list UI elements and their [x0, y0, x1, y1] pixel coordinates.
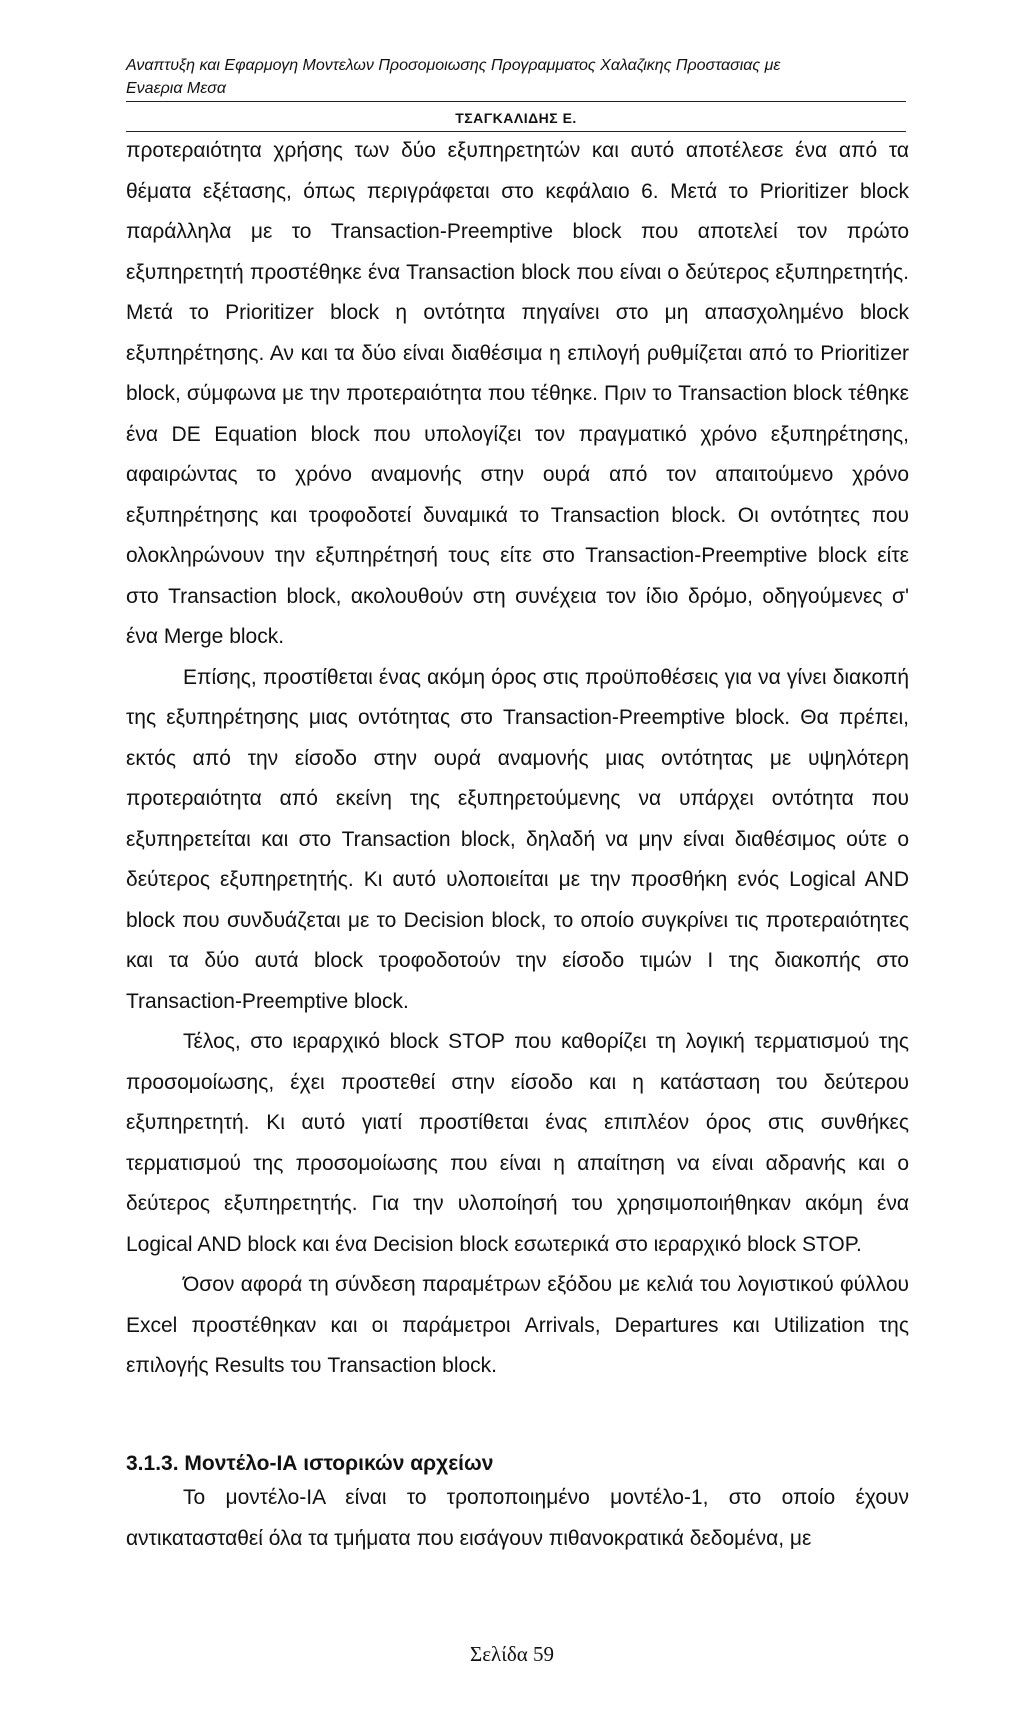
- header-title-line1: Αναπτυξη και Εφαρμογη Μοντελων Προσομοιωσης Προγραμματος Χαλαζικης Προστασιας με: [126, 57, 781, 74]
- paragraph-2: Επίσης, προστίθεται ένας ακόμη όρος στις προϋποθέσεις για να γίνει διακοπή της εξυπηρέτησης μιας οντότητας στο Transaction-Preemptive block. Θα πρέπει, εκτός από την είσοδο στην ουρά αναμονής μιας οντότητας με υψηλότερη προτεραιότητα από εκείνη της εξυπηρετούμενης να υπάρχει οντότητα που εξυπηρετείται και στο Transaction block, δηλαδή να μην είναι διαθέσιμος ούτε ο δεύτερος εξυπηρετητής. Κι αυτό υλοποιείται με την προσθήκη ενός Logical AND block που συνδυάζεται με το Decision block, το οποίο συγκρίνει τις προτεραιότητες και τα δύο αυτά block τροφοδοτούν την είσοδο τιμών I της διακοπής στο Transaction-Preemptive block.: [126, 665, 909, 1013]
- running-header: [126, 54, 906, 100]
- section-body: [126, 1478, 909, 1559]
- section-heading: 3.1.3. Μοντέλο-ΙΑ ιστορικών αρχείων: [126, 1452, 494, 1475]
- body-text: [126, 131, 909, 1387]
- paragraph-1: προτεραιότητα χρήσης των δύο εξυπηρετητών και αυτό αποτέλεσε ένα από τα θέματα εξέτασης, όπως περιγράφεται στο κεφάλαιο 6. Μετά το Prioritizer block παράλληλα με το Transaction-Preemptive block που αποτελεί τον πρώτο εξυπηρετητή προστέθηκε ένα Transaction block που είναι ο δεύτερος εξυπηρετητής. Μετά το Prioritizer block η οντότητα πηγαίνει στο μη απασχολημένο block εξυπηρέτησης. Αν και τα δύο είναι διαθέσιμα η επιλογή ρυθμίζεται από το Prioritizer block, σύμφωνα με την προτεραιότητα που τέθηκε. Πριν το Transaction block τέθηκε ένα DE Equation block που υπολογίζει τον πραγματικό χρόνο εξυπηρέτησης, αφαιρώντας το χρόνο αναμονής στην ουρά από τον απαιτούμενο χρόνο εξυπηρέτησης και τροφοδοτεί δυναμικά το Transaction block. Οι οντότητες που ολοκληρώνουν την εξυπηρέτησή τους είτε στο Transaction-Preemptive block είτε στο Transaction block, ακολουθούν στη συνέχεια τον ίδιο δρόμο, οδηγούμενες σ' ένα Merge block.: [126, 139, 909, 648]
- paragraph-3: Τέλος, στο ιεραρχικό block STOP που καθορίζει τη λογική τερματισμού της προσομοίωσης, έχει προστεθεί στην είσοδο και η κατάσταση του δεύτερου εξυπηρετητή. Κι αυτό γιατί προστίθεται ένας επιπλέον όρος στις συνθήκες τερματισμού της προσομοίωσης που είναι η απαίτηση να είναι αδρανής και ο δεύτερος εξυπηρετητής. Για την υλοποίησή του χρησιμοποιήθηκαν ακόμη ένα Logical AND block και ένα Decision block εσωτερικά στο ιεραρχικό block STOP.: [126, 1030, 909, 1256]
- section-paragraph: Το μοντέλο-ΙΑ είναι το τροποποιημένο μοντέλο-1, στο οποίο έχουν αντικατασταθεί όλα τα τμήματα που εισάγουν πιθανοκρατικά δεδομένα, με: [126, 1486, 909, 1550]
- header-rule: [126, 101, 906, 102]
- header-title-line2: Ενaερια Μεσα: [126, 80, 227, 97]
- page-number: Σελίδα 59: [469, 1642, 555, 1666]
- header-author: ΤΣΑΓΚΑΛΙΔΗΣ Ε.: [455, 110, 577, 126]
- paragraph-4: Όσον αφορά τη σύνδεση παραμέτρων εξόδου με κελιά του λογιστικού φύλλου Excel προστέθηκαν και οι παράμετροι Arrivals, Departures και Utilization της επιλογής Results του Transaction block.: [126, 1273, 909, 1377]
